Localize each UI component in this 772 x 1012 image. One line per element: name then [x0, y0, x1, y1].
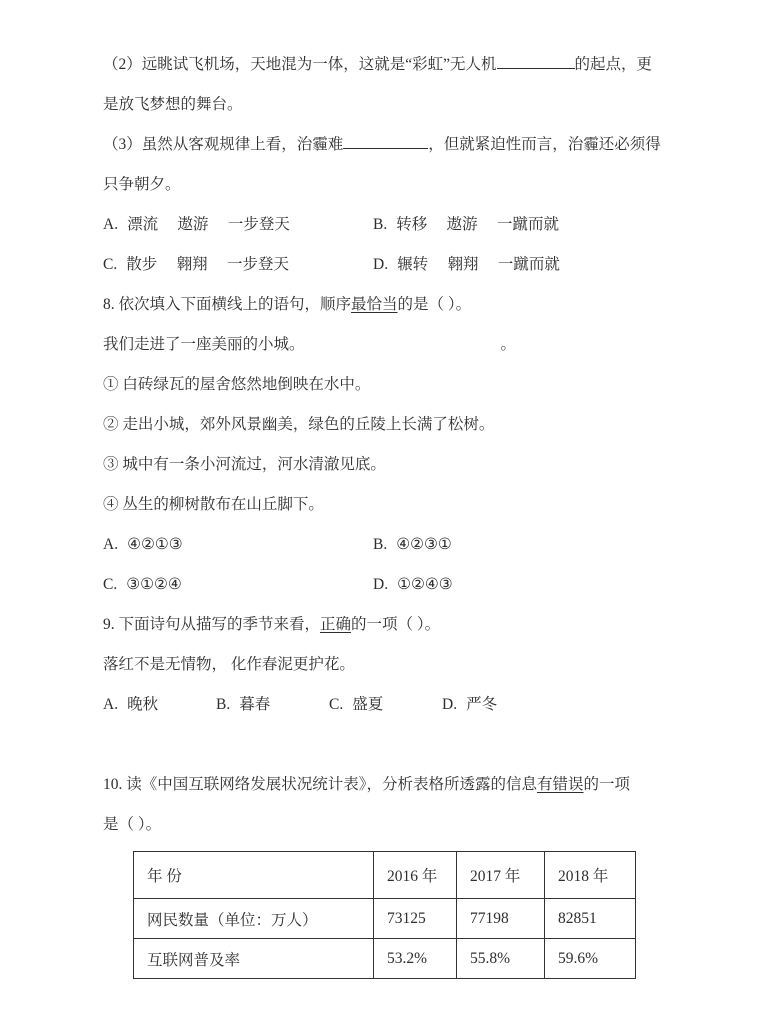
- q9-stem-pre: 9. 下面诗句从描写的季节来看，: [103, 616, 321, 633]
- q7-option-c: [103, 245, 373, 285]
- option-text: ④②③①: [396, 536, 452, 553]
- table-row-netizen-count: [134, 899, 636, 939]
- option-text: 晚秋: [127, 696, 159, 713]
- q7-part3-line2: 只争朝夕。: [103, 176, 181, 193]
- option-label: C.: [103, 256, 118, 273]
- option-label: A.: [103, 216, 119, 233]
- table-cell-label: 网民数量（单位：万人）: [134, 899, 374, 939]
- table-header-2018: 2018 年: [545, 852, 636, 899]
- q7-options-row-2: [103, 245, 716, 285]
- q7-part2-line1: [103, 45, 716, 85]
- q8-option-d: [373, 565, 453, 605]
- q7-part3-text-post: ，但就紧迫性而言，治霾还必须得: [428, 136, 661, 153]
- q8-sentence-2: ② 走出小城，郊外风景幽美，绿色的丘陵上长满了松树。: [103, 416, 495, 433]
- option-text: 盛夏: [352, 696, 384, 713]
- q10-stem-emphasis: 有错误: [537, 776, 584, 793]
- table-cell-value: 55.8%: [457, 939, 545, 979]
- q7-part3-text-pre: （3）虽然从客观规律上看，治霾难: [103, 136, 344, 153]
- option-text: ③①②④: [126, 576, 182, 593]
- q8-options-row-1: [103, 525, 716, 565]
- q9-options-row: [103, 685, 716, 725]
- fill-in-blank-line: [343, 133, 428, 150]
- q8-option-c: [103, 565, 373, 605]
- q9-option-b: [216, 685, 329, 725]
- table-cell-value: 82851: [545, 899, 636, 939]
- q7-option-d: [373, 245, 560, 285]
- q10-stem-pre: 10. 读《中国互联网络发展状况统计表》，分析表格所透露的信息: [103, 776, 538, 793]
- option-label: A.: [103, 696, 119, 713]
- q7-option-b: [373, 205, 559, 245]
- q8-intro-text: 我们走进了一座美丽的小城。: [103, 336, 305, 353]
- option-text: 转移 遨游 一蹴而就: [396, 216, 559, 233]
- table-cell-value: 59.6%: [545, 939, 636, 979]
- option-label: D.: [442, 696, 458, 713]
- q7-option-a: [103, 205, 373, 245]
- option-text: ①②④③: [397, 576, 453, 593]
- q8-intro-period: 。: [500, 336, 517, 353]
- q10-stem-line2: 是（ ）。: [103, 816, 162, 833]
- option-text: 散步 翱翔 一步登天: [126, 256, 289, 273]
- q8-intro-line: [103, 325, 716, 365]
- q9-option-c: [329, 685, 442, 725]
- q7-part3-line1: [103, 125, 716, 165]
- q10-stem-post: 的一项: [583, 776, 631, 793]
- q9-stem: [103, 605, 716, 645]
- q9-option-d: [442, 685, 497, 725]
- q7-part2-line2: 是放飞梦想的舞台。: [103, 96, 243, 113]
- q8-stem-emphasis: 最恰当: [351, 296, 398, 313]
- q7-part2-text-pre: （2）远眺试飞机场，天地混为一体，这就是“彩虹”无人机: [103, 56, 497, 73]
- table-cell-value: 77198: [457, 899, 545, 939]
- table-row-penetration-rate: [134, 939, 636, 979]
- fill-in-blank-line: [497, 53, 575, 70]
- option-label: B.: [373, 216, 388, 233]
- table-cell-value: 73125: [374, 899, 457, 939]
- q8-option-b: [373, 525, 452, 565]
- blank-spacer-line: [103, 725, 716, 765]
- option-text: 漂流 遨游 一步登天: [127, 216, 290, 233]
- table-cell-label: 互联网普及率: [134, 939, 374, 979]
- q9-stem-emphasis: 正确: [320, 616, 352, 633]
- q9-option-a: [103, 685, 216, 725]
- option-label: C.: [329, 696, 344, 713]
- option-label: D.: [373, 576, 389, 593]
- q10-stem-line1: [103, 765, 716, 805]
- option-text: 暮春: [239, 696, 271, 713]
- option-text: ④②①③: [127, 536, 183, 553]
- internet-statistics-table: [133, 851, 636, 979]
- q7-part2-text-post: 的起点，更: [574, 56, 653, 73]
- q9-poem: 落红不是无情物， 化作春泥更护花。: [103, 656, 355, 673]
- q9-stem-post: 的一项（ ）。: [351, 616, 441, 633]
- option-label: C.: [103, 576, 118, 593]
- table-header-2016: 2016 年: [374, 852, 457, 899]
- q8-sentence-3: ③ 城中有一条小河流过，河水清澈见底。: [103, 456, 386, 473]
- option-label: A.: [103, 536, 119, 553]
- table-cell-value: 53.2%: [374, 939, 457, 979]
- q8-sentence-1: ① 白砖绿瓦的屋舍悠然地倒映在水中。: [103, 376, 371, 393]
- q8-stem-pre: 8. 依次填入下面横线上的语句，顺序: [103, 296, 352, 313]
- q8-stem-post: 的是（ ）。: [397, 296, 472, 313]
- table-header-year: 年 份: [134, 852, 374, 899]
- q8-options-row-2: [103, 565, 716, 605]
- q8-option-a: [103, 525, 373, 565]
- q8-stem: [103, 285, 716, 325]
- option-label: B.: [373, 536, 388, 553]
- q8-sentence-4: ④ 丛生的柳树散布在山丘脚下。: [103, 496, 324, 513]
- option-text: 严冬: [466, 696, 498, 713]
- q7-options-row-1: [103, 205, 716, 245]
- option-label: D.: [373, 256, 389, 273]
- option-label: B.: [216, 696, 231, 713]
- table-header-2017: 2017 年: [457, 852, 545, 899]
- table-header-row: [134, 852, 636, 899]
- option-text: 辗转 翱翔 一蹴而就: [397, 256, 560, 273]
